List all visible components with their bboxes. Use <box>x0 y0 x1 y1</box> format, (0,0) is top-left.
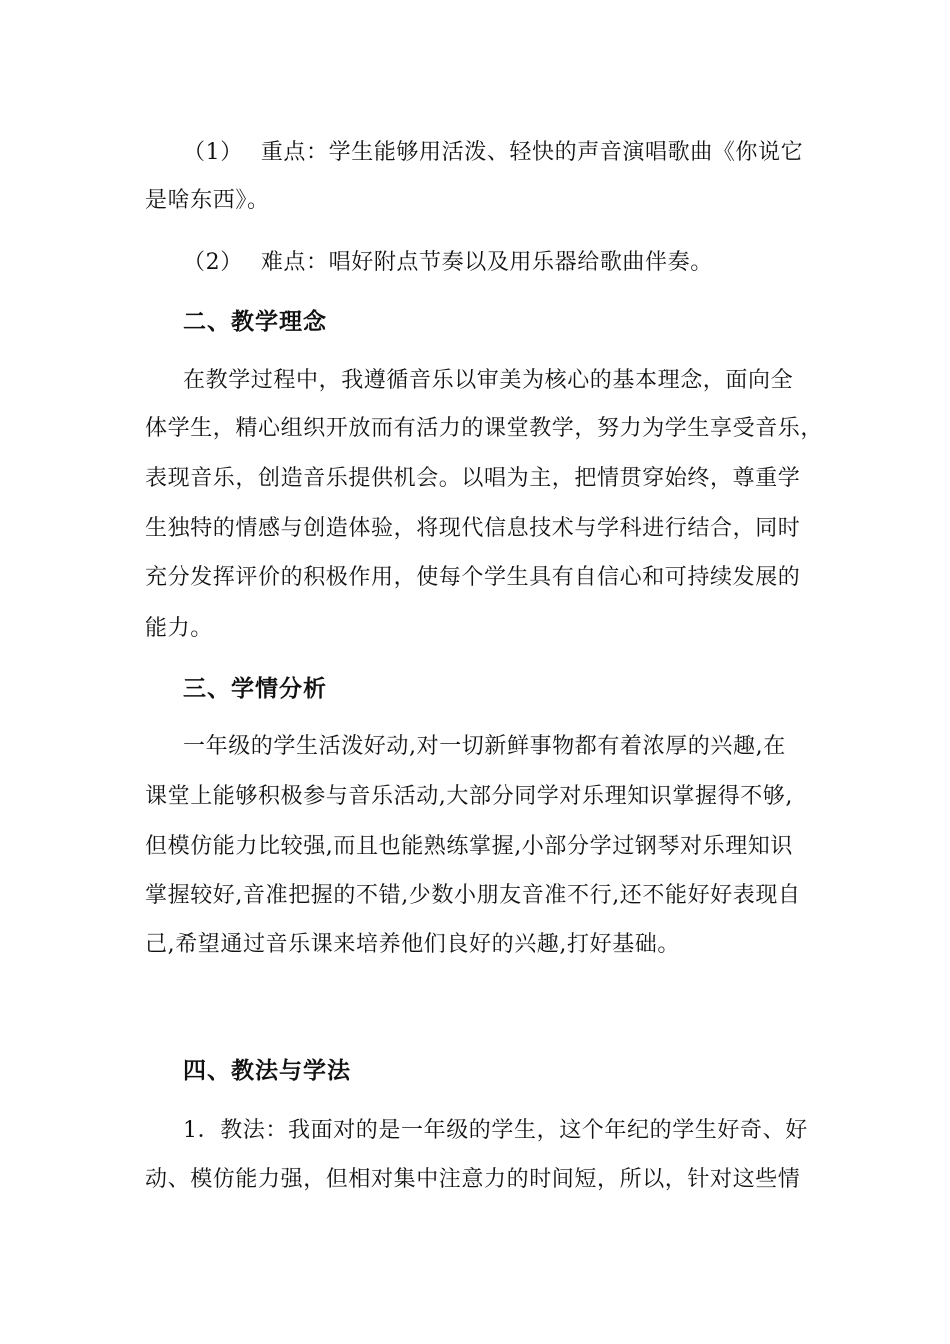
paragraph-line: 体学生，精心组织开放而有活力的课堂教学，努力为学生享受音乐， <box>145 416 824 441</box>
paragraph-line: 课堂上能够积极参与音乐活动,大部分同学对乐理知识掌握得不够, <box>145 784 793 809</box>
paragraph-line: 在教学过程中，我遵循音乐以审美为核心的基本理念，面向全 <box>183 368 794 393</box>
key-point-line-2: 是啥东西》。 <box>145 188 270 213</box>
paragraph-line: 己,希望通过音乐课来培养他们良好的兴趣,打好基础。 <box>145 932 680 957</box>
difficulty-line <box>183 248 863 278</box>
item-number: （2） <box>183 250 243 275</box>
difficulty-text: 难点：唱好附点节奏以及用乐器给歌曲伴奏。 <box>260 250 713 275</box>
section-heading-student-analysis: 三、学情分析 <box>183 676 327 702</box>
paragraph-line: 动、模仿能力强，但相对集中注意力的时间短，所以，针对这些情 <box>145 1167 801 1192</box>
item-number: （1） <box>183 140 243 165</box>
section-heading-teaching-philosophy: 二、教学理念 <box>183 309 327 335</box>
paragraph-line: 充分发挥评价的积极作用，使每个学生具有自信心和可持续发展的 <box>145 565 801 590</box>
paragraph-line: 但模仿能力比较强,而且也能熟练掌握,小部分学过钢琴对乐理知识 <box>145 834 793 859</box>
key-point-line-1 <box>183 138 863 168</box>
key-point-text: 重点：学生能够用活泼、轻快的声音演唱歌曲《你说它 <box>260 140 804 165</box>
paragraph-line: 一年级的学生活泼好动,对一切新鲜事物都有着浓厚的兴趣,在 <box>183 734 786 759</box>
paragraph-line: 能力。 <box>145 616 213 641</box>
paragraph-line: 掌握较好,音准把握的不错,少数小朋友音准不行,还不能好好表现自 <box>145 883 801 908</box>
paragraph-line: 表现音乐，创造音乐提供机会。以唱为主，把情贯穿始终，尊重学 <box>145 466 801 491</box>
section-heading-methods: 四、教法与学法 <box>183 1058 351 1084</box>
paragraph-line: 1．教法：我面对的是一年级的学生，这个年纪的学生好奇、好 <box>183 1118 808 1143</box>
paragraph-line: 生独特的情感与创造体验，将现代信息技术与学科进行结合，同时 <box>145 516 801 541</box>
